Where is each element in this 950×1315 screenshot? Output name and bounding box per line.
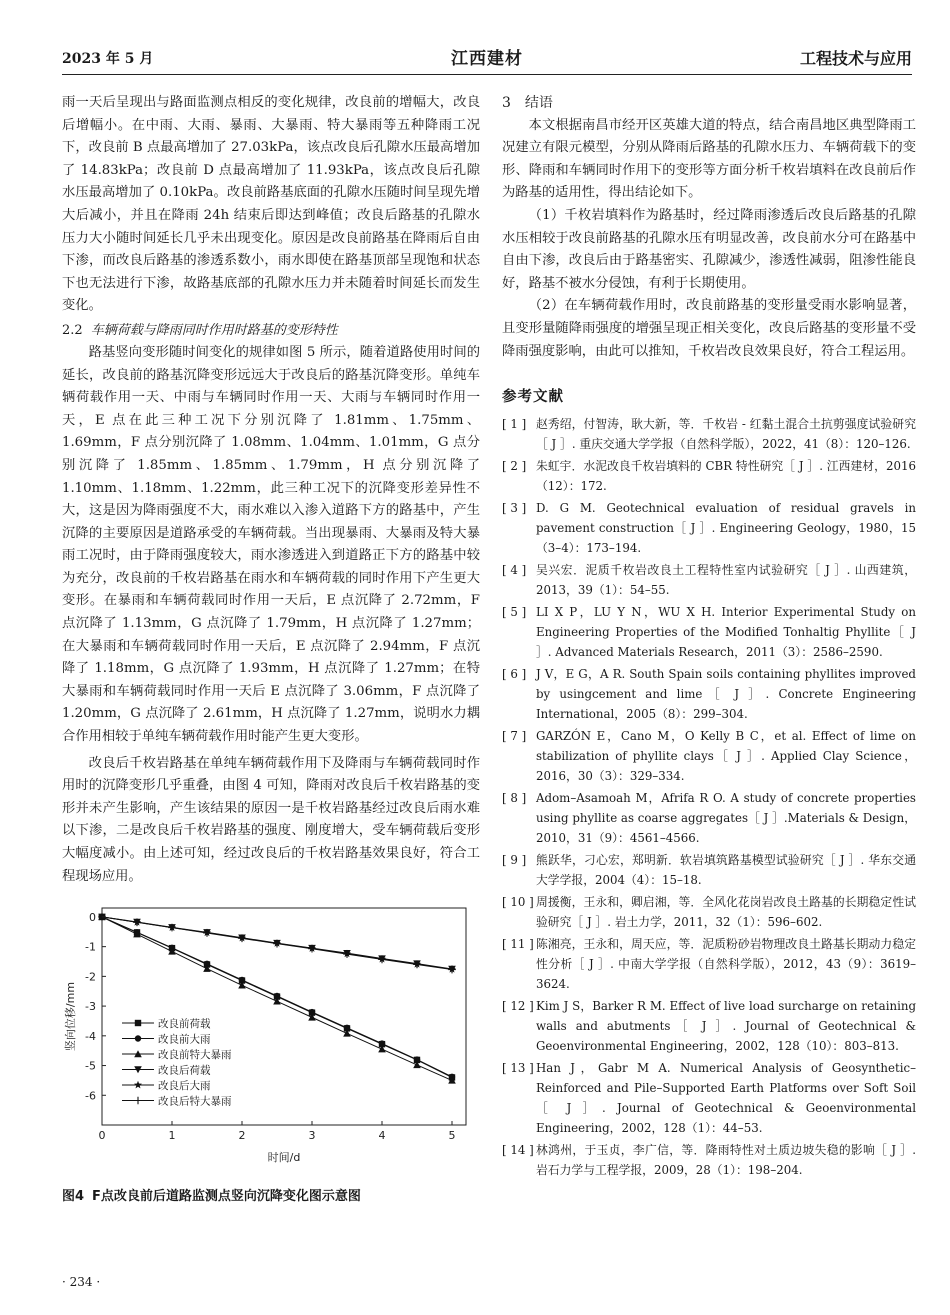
series-group: [98, 913, 456, 1084]
reference-item: [502, 892, 916, 932]
body-paragraph: 路基竖向变形随时间变化的规律如图 5 所示，随着道路使用时间的延长，改良前的路基沉降变形远远大于改良后的路基沉降变形。单纯车辆荷载作用一天、中雨与车辆同时作用一天、大雨与车辆同时作用一天，E 点在此三种工况下分别沉降了 1.81mm、1.75mm、1.69mm，F 点分别沉降了 1.08mm、1.04mm、1.01mm，G 点分别沉降了 1.85mm、1.85mm、1.79mm，H 点分别沉降了 1.10mm、1.18mm、1.22mm，此三种工况下的沉降变形差异性不大，这是因为降雨强度不大，雨水难以入渗入道路下方的路基中，产生沉降的主要原因是道路承受的车辆荷载。当出现暴雨、大暴雨及特大暴雨工况时，由于降雨强度较大，雨水渗透进入到道路正下方的路基中较为充分，改良前的千枚岩路基在雨水和车辆荷载的同时作用下产生更大变形。在暴雨和车辆荷载同时作用一天后，E 点沉降了 2.72mm，F 点沉降了 1.13mm，G 点沉降了 1.79mm，H 点沉降了 1.27mm；在大暴雨和车辆荷载同时作用一天后，E 点沉降了 2.94mm，F 点沉降了 1.18mm，G 点沉降了 1.93mm，H 点沉降了 1.27mm；在特大暴雨和车辆荷载同时作用一天后 E 点沉降了 3.06mm，F 点沉降了 1.20mm，G 点沉降了 2.61mm，H 点沉降了 1.27mm，说明水力耦合作用相较于单纯车辆荷载作用时能产生更大变形。: [62, 344, 480, 745]
reference-list: [502, 414, 916, 1180]
reference-item: [502, 934, 916, 994]
reference-number: [ 1 ]: [502, 417, 527, 432]
section-title: 结语: [524, 95, 553, 111]
reference-text: 赵秀绍，付智涛，耿大新，等．千枚岩 - 红黏土混合土抗剪强度试验研究［ J ］. 重庆交通大学学报（自然科学版），2022，41（8）：120–126.: [536, 417, 916, 452]
reference-item: [502, 560, 916, 600]
page-number: · 234 ·: [62, 1275, 101, 1289]
reference-number: [ 4 ]: [502, 563, 527, 578]
left-column: [62, 92, 480, 888]
reference-number: [ 14 ]: [502, 1143, 534, 1158]
reference-text: Han J，Gabr M A. Numerical Analysis of Geosynthetic–Reinforced and Pile–Supported Earth Platforms over Soft Soil［ J ］. Journal of Geotechnical & Geoenvironmental Engineering，2002，128（1）：44–53.: [536, 1061, 916, 1136]
reference-number: [ 2 ]: [502, 459, 527, 474]
x-tick-label: 4: [378, 1129, 386, 1142]
header-rule: [62, 74, 912, 75]
legend-marker: [134, 1081, 142, 1089]
y-tick-label: -3: [85, 1000, 96, 1014]
reference-item: [502, 726, 916, 786]
x-tick-label: 5: [448, 1129, 456, 1142]
conclusion-item: （1）千枚岩填料作为路基时，经过降雨渗透后改良后路基的孔隙水压相较于改良前路基的孔隙水压有明显改善，改良前水分可在路基中自由下渗，改良后由于路基密实、孔隙减少，渗透性减弱，阻渗性能良好，路基不被水分侵蚀，有利于长期使用。: [502, 207, 916, 291]
reference-item: [502, 664, 916, 724]
reference-text: Kim J S，Barker R M. Effect of live load surcharge on retaining walls and abutments［ J ］. Journal of Geotechnical & Geoenvironmental Engineering，2002，128（10）：803–813.: [536, 999, 916, 1054]
y-tick-label: -4: [85, 1029, 96, 1043]
legend-label: 改良后特大暴雨: [158, 1095, 232, 1108]
figure-4: [62, 900, 480, 1172]
reference-text: 吴兴宏．泥质千枚岩改良土工程特性室内试验研究［ J ］. 山西建筑，2013，39（1）：54–55.: [536, 563, 916, 598]
reference-item: [502, 996, 916, 1056]
reference-text: 周援衡，王永和，卿启湘，等．全风化花岗岩改良土路基的长期稳定性试验研究［ J ］. 岩土力学，2011，32（1）：596–602.: [536, 895, 916, 930]
reference-number: [ 10 ]: [502, 895, 534, 910]
reference-number: [ 9 ]: [502, 853, 527, 868]
x-tick-label: 3: [308, 1129, 316, 1142]
figure-caption: [62, 1185, 480, 1204]
y-tick-label: -1: [85, 940, 96, 954]
issue-date: 2023 年 5 月: [62, 51, 154, 67]
reference-item: [502, 414, 916, 454]
reference-number: [ 7 ]: [502, 729, 527, 744]
reference-number: [ 8 ]: [502, 791, 527, 806]
subsection-heading: [62, 320, 480, 342]
reference-item: [502, 1140, 916, 1180]
conclusion-item: （2）在车辆荷载作用时，改良前路基的变形量受雨水影响显著，且变形量随降雨强度的增强呈现正相关变化，改良后路基的变形量不受降雨强度影响，由此可以推知，千枚岩改良效果良好，符合工程运用。: [502, 298, 916, 359]
legend-label: 改良后荷载: [158, 1064, 211, 1077]
reference-item: [502, 788, 916, 848]
section-heading: [502, 92, 916, 115]
y-axis-label: 竖向位移/mm: [64, 981, 77, 1052]
reference-number: [ 13 ]: [502, 1061, 534, 1076]
x-tick-label: 1: [168, 1129, 176, 1142]
y-tick-label: -2: [85, 970, 96, 984]
settlement-line-chart: [62, 900, 480, 1172]
reference-text: J V，E G，A R. South Spain soils containing phyllites improved by usingcement and lime［ J ］. Concrete Engineering International，2005（8）：299–304.: [536, 667, 916, 722]
axes-group: [63, 911, 456, 1164]
figure-number: 图4: [62, 1189, 85, 1204]
reference-item: [502, 850, 916, 890]
body-paragraph: 雨一天后呈现出与路面监测点相反的变化规律，改良前的增幅大，改良后增幅小。在中雨、大雨、暴雨、大暴雨、特大暴雨等五种降雨工况下，改良前 B 点最高增加了 27.03kPa，该点改良后孔隙水压最高增加了 14.83kPa；改良前 D 点最高增加了 11.93kPa，该点改良后孔隙水压最高增加了 0.10kPa。改良前路基底面的孔隙水压随时间呈现先增大后减小，并且在降雨 24h 结束后即达到峰值；改良后路基的孔隙水压力大小随时间延长几乎未出现变化。原因是改良前路基在降雨后自由下渗，而改良后路基的渗透系数小，雨水即使在路基顶部呈现饱和状态下也无法进行下渗，故路基底部的孔隙水压力并未随着时间延长而发生变化。: [62, 95, 480, 314]
reference-text: D. G M. Geotechnical evaluation of residual gravels in pavement construction［ J ］. Engineering Geology，1980，15（3–4）：173–194.: [536, 501, 916, 556]
y-tick-label: -6: [85, 1089, 96, 1103]
legend-label: 改良后大雨: [158, 1080, 211, 1092]
legend: [122, 1017, 232, 1108]
reference-number: [ 11 ]: [502, 937, 534, 952]
x-tick-label: 0: [98, 1129, 106, 1142]
journal-name: 江西建材: [451, 49, 523, 69]
legend-marker: [135, 1020, 141, 1026]
reference-text: LI X P，LU Y N，WU X H. Interior Experimental Study on Engineering Properties of the Modified Tonhaltig Phyllite［ J ］. Advanced Materials Research，2011（3）：2586–2590.: [536, 605, 916, 660]
reference-number: [ 6 ]: [502, 667, 527, 682]
subsection-number: 2.2: [62, 322, 83, 338]
reference-item: [502, 498, 916, 558]
legend-marker: [134, 1097, 142, 1105]
reference-text: 熊跃华，刁心宏，郑明新．软岩填筑路基模型试验研究［ J ］. 华东交通大学学报，2004（4）：15–18.: [536, 853, 916, 888]
body-paragraph: 本文根据南昌市经开区英雄大道的特点，结合南昌地区典型降雨工况建立有限元模型，分别从降雨后路基的孔隙水压力、车辆荷载下的变形、降雨和车辆同时作用下的变形等方面分析千枚岩填料在改良前后作为路基的适用性，得出结论如下。: [502, 117, 916, 201]
reference-item: [502, 602, 916, 662]
section-name: 工程技术与应用: [799, 49, 912, 68]
reference-text: 陈湘亮，王永和，周天应，等．泥质粉砂岩物理改良土路基长期动力稳定性分析［ J ］. 中南大学学报（自然科学版），2012，43（9）：3619–3624.: [536, 937, 916, 992]
legend-label: 改良前荷载: [158, 1018, 211, 1030]
reference-item: [502, 1058, 916, 1138]
legend-label: 改良前特大暴雨: [158, 1049, 232, 1061]
subsection-title: 车辆荷载与降雨同时作用时路基的变形特性: [90, 322, 338, 338]
running-header: [62, 44, 912, 74]
x-axis-label: 时间/d: [267, 1151, 301, 1164]
reference-item: [502, 456, 916, 496]
x-tick-label: 2: [238, 1129, 246, 1142]
body-paragraph: 改良后千枚岩路基在单纯车辆荷载作用下及降雨与车辆荷载同时作用时的沉降变形几乎重叠，由图 4 可知，降雨对改良后千枚岩路基的变形并未产生影响，产生该结果的原因一是千枚岩路基经过改良后雨水难以下渗，二是改良后千枚岩路基的强度、刚度增大，受车辆荷载后变形大幅度减小。由上述可知，经过改良后的千枚岩路基效果良好，符合工程现场应用。: [62, 755, 480, 884]
reference-text: GARZÓN E，Cano M，O Kelly B C，et al. Effect of lime on stabilization of phyllite clays［ J ］. Applied Clay Science，2016，30（3）：329–334.: [536, 729, 916, 784]
reference-number: [ 5 ]: [502, 605, 527, 620]
reference-text: 朱虹宇．水泥改良千枚岩填料的 CBR 特性研究［ J ］. 江西建材，2016（12）：172.: [536, 459, 916, 494]
reference-text: Adom–Asamoah M，Afrifa R O. A study of concrete properties using phyllite as coarse aggregates［ J ］.Materials & Design，2010，31（9）：4561–4566.: [536, 791, 916, 846]
reference-number: [ 12 ]: [502, 999, 534, 1014]
references-heading: 参考文献: [502, 388, 564, 406]
reference-number: [ 3 ]: [502, 501, 527, 516]
y-tick-label: -5: [85, 1059, 96, 1073]
figure-caption-text: F点改良前后道路监测点竖向沉降变化图示意图: [92, 1189, 361, 1204]
right-column: [502, 92, 916, 1182]
y-tick-label: 0: [89, 910, 96, 924]
legend-label: 改良前大雨: [158, 1033, 211, 1046]
reference-text: 林鸿州，于玉贞，李广信，等．降雨特性对土质边坡失稳的影响［ J ］. 岩石力学与工程学报，2009，28（1）：198–204.: [536, 1143, 916, 1178]
legend-marker: [135, 1035, 141, 1041]
section-number: 3: [502, 95, 511, 111]
